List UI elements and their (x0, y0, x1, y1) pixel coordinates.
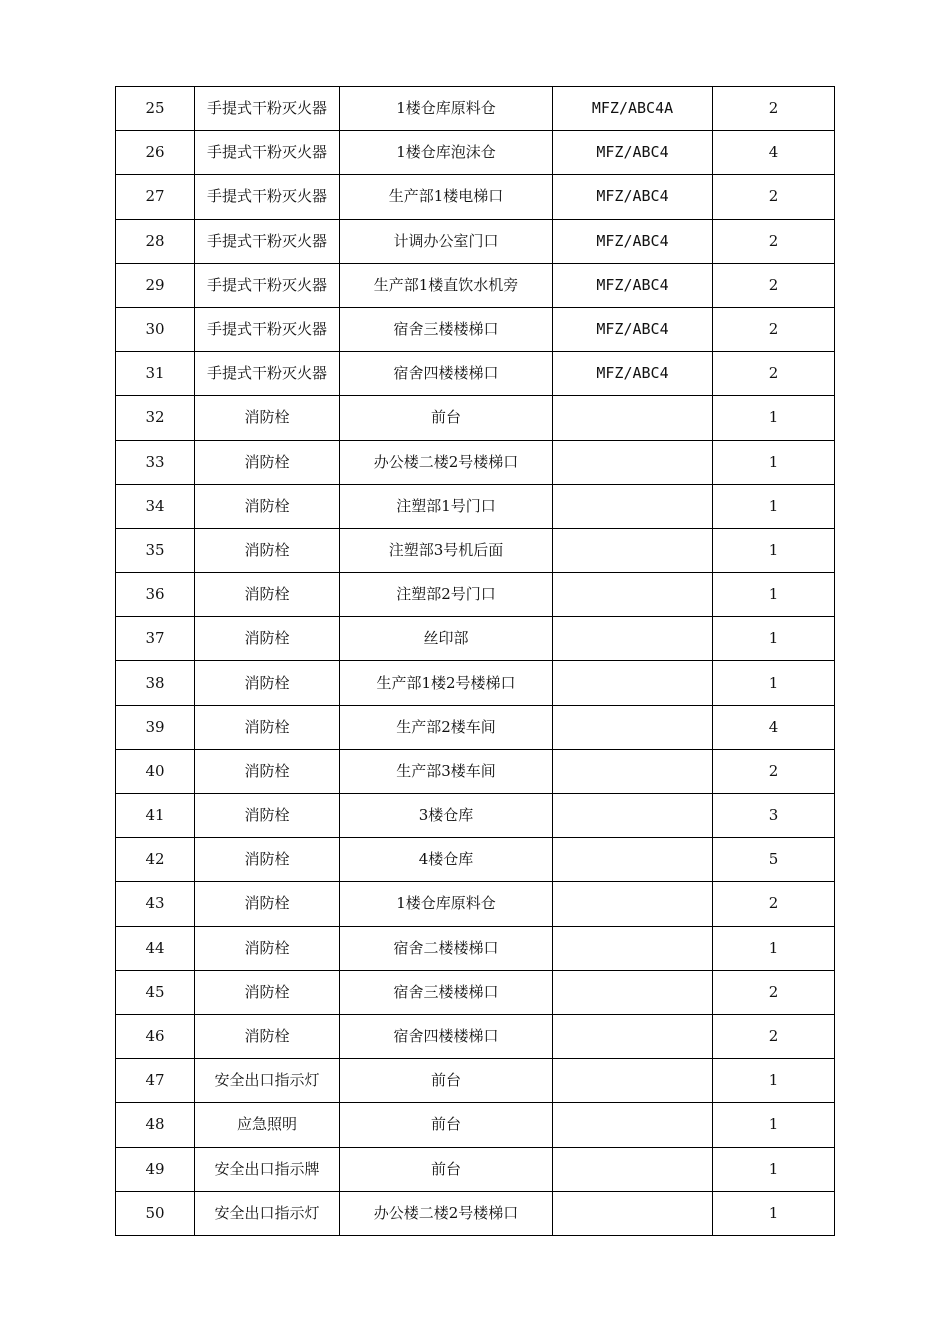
model-cell (553, 705, 713, 749)
quantity-cell: 1 (713, 528, 835, 572)
row-number-cell: 47 (116, 1059, 195, 1103)
equipment-name-cell: 手提式干粉灭火器 (195, 175, 340, 219)
table-row (116, 131, 835, 175)
row-number-cell: 46 (116, 1014, 195, 1058)
location-cell: 宿舍三楼楼梯口 (340, 307, 553, 351)
location-cell: 1楼仓库泡沫仓 (340, 131, 553, 175)
table-row (116, 794, 835, 838)
equipment-name-cell: 手提式干粉灭火器 (195, 219, 340, 263)
equipment-name-cell: 手提式干粉灭火器 (195, 307, 340, 351)
location-cell: 注塑部2号门口 (340, 573, 553, 617)
location-cell: 生产部3楼车间 (340, 749, 553, 793)
equipment-name-cell: 消防栓 (195, 1014, 340, 1058)
quantity-cell: 1 (713, 1059, 835, 1103)
row-number-cell: 32 (116, 396, 195, 440)
location-cell: 前台 (340, 1147, 553, 1191)
equipment-name-cell: 手提式干粉灭火器 (195, 352, 340, 396)
model-cell: MFZ/ABC4 (553, 131, 713, 175)
table-row (116, 749, 835, 793)
model-cell (553, 970, 713, 1014)
row-number-cell: 29 (116, 263, 195, 307)
location-cell: 生产部1楼2号楼梯口 (340, 661, 553, 705)
location-cell: 1楼仓库原料仓 (340, 87, 553, 131)
table-row (116, 440, 835, 484)
location-cell: 办公楼二楼2号楼梯口 (340, 1191, 553, 1235)
location-cell: 宿舍二楼楼梯口 (340, 926, 553, 970)
model-cell (553, 838, 713, 882)
table-row (116, 263, 835, 307)
location-cell: 前台 (340, 396, 553, 440)
equipment-name-cell: 消防栓 (195, 661, 340, 705)
table-body (116, 87, 835, 1236)
model-cell (553, 484, 713, 528)
location-cell: 前台 (340, 1059, 553, 1103)
model-cell (553, 1147, 713, 1191)
location-cell: 3楼仓库 (340, 794, 553, 838)
equipment-name-cell: 安全出口指示灯 (195, 1059, 340, 1103)
equipment-name-cell: 消防栓 (195, 484, 340, 528)
row-number-cell: 49 (116, 1147, 195, 1191)
row-number-cell: 25 (116, 87, 195, 131)
table-row (116, 1147, 835, 1191)
quantity-cell: 1 (713, 1103, 835, 1147)
row-number-cell: 35 (116, 528, 195, 572)
model-cell (553, 661, 713, 705)
quantity-cell: 1 (713, 926, 835, 970)
quantity-cell: 1 (713, 440, 835, 484)
quantity-cell: 4 (713, 131, 835, 175)
model-cell (553, 440, 713, 484)
equipment-name-cell: 手提式干粉灭火器 (195, 131, 340, 175)
quantity-cell: 1 (713, 617, 835, 661)
quantity-cell: 2 (713, 352, 835, 396)
quantity-cell: 2 (713, 882, 835, 926)
row-number-cell: 37 (116, 617, 195, 661)
equipment-name-cell: 消防栓 (195, 440, 340, 484)
row-number-cell: 33 (116, 440, 195, 484)
table-row (116, 219, 835, 263)
equipment-name-cell: 消防栓 (195, 882, 340, 926)
row-number-cell: 38 (116, 661, 195, 705)
equipment-name-cell: 安全出口指示灯 (195, 1191, 340, 1235)
location-cell: 宿舍四楼楼梯口 (340, 1014, 553, 1058)
row-number-cell: 36 (116, 573, 195, 617)
quantity-cell: 1 (713, 661, 835, 705)
model-cell: MFZ/ABC4 (553, 175, 713, 219)
model-cell (553, 1103, 713, 1147)
row-number-cell: 27 (116, 175, 195, 219)
model-cell: MFZ/ABC4 (553, 352, 713, 396)
location-cell: 办公楼二楼2号楼梯口 (340, 440, 553, 484)
quantity-cell: 2 (713, 1014, 835, 1058)
table-row (116, 528, 835, 572)
table-row (116, 175, 835, 219)
table-row (116, 926, 835, 970)
table-row (116, 87, 835, 131)
quantity-cell: 1 (713, 1147, 835, 1191)
model-cell (553, 528, 713, 572)
table-row (116, 617, 835, 661)
row-number-cell: 42 (116, 838, 195, 882)
model-cell (553, 396, 713, 440)
table-row (116, 970, 835, 1014)
model-cell (553, 926, 713, 970)
table-row (116, 573, 835, 617)
equipment-name-cell: 消防栓 (195, 617, 340, 661)
location-cell: 生产部1楼电梯口 (340, 175, 553, 219)
location-cell: 1楼仓库原料仓 (340, 882, 553, 926)
equipment-name-cell: 手提式干粉灭火器 (195, 87, 340, 131)
equipment-name-cell: 消防栓 (195, 970, 340, 1014)
model-cell (553, 749, 713, 793)
quantity-cell: 3 (713, 794, 835, 838)
quantity-cell: 5 (713, 838, 835, 882)
table-row (116, 1191, 835, 1235)
model-cell (553, 573, 713, 617)
table-row (116, 661, 835, 705)
equipment-name-cell: 消防栓 (195, 396, 340, 440)
location-cell: 注塑部3号机后面 (340, 528, 553, 572)
row-number-cell: 45 (116, 970, 195, 1014)
quantity-cell: 1 (713, 573, 835, 617)
quantity-cell: 1 (713, 1191, 835, 1235)
row-number-cell: 48 (116, 1103, 195, 1147)
location-cell: 生产部1楼直饮水机旁 (340, 263, 553, 307)
quantity-cell: 1 (713, 396, 835, 440)
quantity-cell: 2 (713, 263, 835, 307)
row-number-cell: 34 (116, 484, 195, 528)
location-cell: 宿舍三楼楼梯口 (340, 970, 553, 1014)
table-row (116, 396, 835, 440)
model-cell (553, 1059, 713, 1103)
row-number-cell: 31 (116, 352, 195, 396)
quantity-cell: 1 (713, 484, 835, 528)
quantity-cell: 4 (713, 705, 835, 749)
row-number-cell: 44 (116, 926, 195, 970)
row-number-cell: 26 (116, 131, 195, 175)
quantity-cell: 2 (713, 970, 835, 1014)
equipment-name-cell: 消防栓 (195, 838, 340, 882)
location-cell: 丝印部 (340, 617, 553, 661)
location-cell: 计调办公室门口 (340, 219, 553, 263)
table-row (116, 1059, 835, 1103)
equipment-name-cell: 消防栓 (195, 573, 340, 617)
equipment-name-cell: 安全出口指示牌 (195, 1147, 340, 1191)
quantity-cell: 2 (713, 175, 835, 219)
quantity-cell: 2 (713, 307, 835, 351)
row-number-cell: 28 (116, 219, 195, 263)
table-row (116, 705, 835, 749)
equipment-name-cell: 消防栓 (195, 705, 340, 749)
row-number-cell: 39 (116, 705, 195, 749)
equipment-name-cell: 消防栓 (195, 528, 340, 572)
equipment-name-cell: 手提式干粉灭火器 (195, 263, 340, 307)
table-row (116, 838, 835, 882)
model-cell (553, 882, 713, 926)
model-cell: MFZ/ABC4A (553, 87, 713, 131)
location-cell: 生产部2楼车间 (340, 705, 553, 749)
row-number-cell: 43 (116, 882, 195, 926)
model-cell (553, 794, 713, 838)
location-cell: 宿舍四楼楼梯口 (340, 352, 553, 396)
row-number-cell: 40 (116, 749, 195, 793)
table-row (116, 307, 835, 351)
table-row (116, 1014, 835, 1058)
equipment-name-cell: 消防栓 (195, 749, 340, 793)
model-cell (553, 1191, 713, 1235)
location-cell: 注塑部1号门口 (340, 484, 553, 528)
table-row (116, 484, 835, 528)
equipment-name-cell: 消防栓 (195, 794, 340, 838)
quantity-cell: 2 (713, 749, 835, 793)
row-number-cell: 50 (116, 1191, 195, 1235)
location-cell: 4楼仓库 (340, 838, 553, 882)
table-row (116, 352, 835, 396)
equipment-name-cell: 应急照明 (195, 1103, 340, 1147)
row-number-cell: 41 (116, 794, 195, 838)
location-cell: 前台 (340, 1103, 553, 1147)
model-cell: MFZ/ABC4 (553, 307, 713, 351)
model-cell (553, 1014, 713, 1058)
quantity-cell: 2 (713, 219, 835, 263)
equipment-name-cell: 消防栓 (195, 926, 340, 970)
model-cell: MFZ/ABC4 (553, 263, 713, 307)
model-cell (553, 617, 713, 661)
model-cell: MFZ/ABC4 (553, 219, 713, 263)
row-number-cell: 30 (116, 307, 195, 351)
table-row (116, 1103, 835, 1147)
fire-equipment-table (115, 86, 835, 1236)
table-row (116, 882, 835, 926)
quantity-cell: 2 (713, 87, 835, 131)
